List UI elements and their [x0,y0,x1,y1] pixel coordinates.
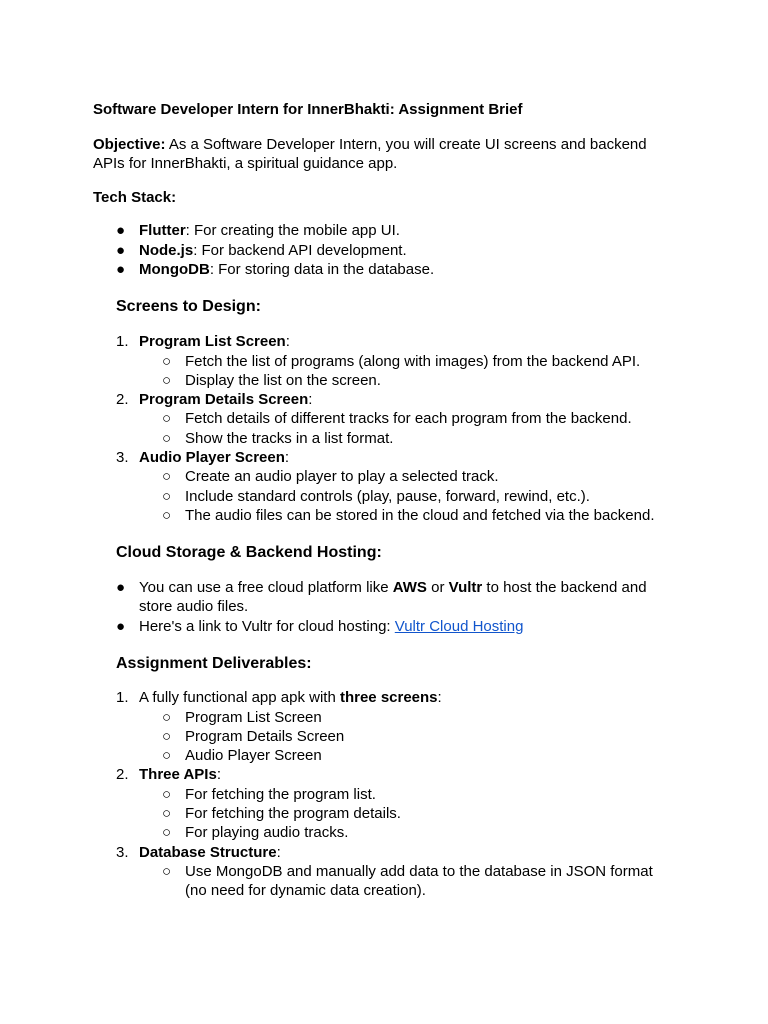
deliverable-text: : [276,844,281,861]
sub-bullet: ○ [162,709,172,726]
deliverable-item-database [139,843,281,862]
vultr-cloud-hosting-link[interactable]: Vultr Cloud Hosting [394,618,524,635]
deliverable-text: : [216,766,221,783]
sub-bullet: ○ [162,863,172,880]
sub-item: Fetch the list of programs (along with images) from the backend API. [185,353,641,370]
cloud-text: to host the backend and [482,579,647,596]
sub-item: For fetching the program details. [185,805,401,822]
screen-suffix: : [285,333,290,350]
list-number: 2. [116,766,129,783]
sub-bullet: ○ [162,786,172,803]
screen-suffix: : [284,449,290,466]
tech-stack-bullet: ● [116,242,126,259]
cloud-bullet: ● [116,579,126,596]
deliverable-item-apis [139,765,221,784]
cloud-item-link [139,617,523,636]
screen-name: Program Details Screen [139,391,309,408]
deliverable-text: A fully functional app apk with [139,689,340,706]
screen-item-audio-player [139,448,289,467]
cloud-bullet: ● [116,618,126,635]
sub-bullet: ○ [162,747,172,764]
deliverable-bold: three screens [339,689,438,706]
sub-bullet: ○ [162,430,172,447]
tech-stack-item-nodejs [139,241,407,260]
cloud-text: You can use a free cloud platform like [139,579,393,596]
objective-line-1 [93,135,647,154]
screen-name: Program List Screen [139,333,286,350]
tech-stack-item-mongodb [139,260,434,279]
document-title: Software Developer Intern for InnerBhakti: Assignment Brief [93,101,523,118]
sub-item: Audio Player Screen [185,747,322,764]
sub-bullet: ○ [162,728,172,745]
objective-text-1: As a Software Developer Intern, you will create UI screens and backend [165,136,647,153]
cloud-text: or [426,579,449,596]
sub-bullet: ○ [162,805,172,822]
cloud-item-platform [139,578,647,597]
sub-bullet: ○ [162,824,172,841]
screen-item-program-list [139,332,290,351]
tech-desc: : For backend API development. [193,242,407,259]
sub-item: For fetching the program list. [185,786,376,803]
sub-item: Program List Screen [185,709,322,726]
vultr-label: Vultr [448,579,483,596]
screen-item-program-details [139,390,312,409]
tech-name: MongoDB [139,261,210,278]
sub-item: Include standard controls (play, pause, forward, rewind, etc.). [185,488,590,505]
aws-label: AWS [392,579,427,596]
sub-item: Use MongoDB and manually add data to the database in JSON format [185,863,653,880]
list-number: 1. [116,333,129,350]
tech-name: Flutter [139,222,186,239]
sub-bullet: ○ [162,488,172,505]
objective-line-2: APIs for InnerBhakti, a spiritual guidance app. [93,155,398,172]
screen-suffix: : [308,391,313,408]
screen-name: Audio Player Screen [139,449,285,466]
tech-stack-bullet: ● [116,261,126,278]
sub-item: Show the tracks in a list format. [185,430,394,447]
cloud-item-platform-line-2: store audio files. [139,598,249,615]
sub-item: The audio files can be stored in the cloud and fetched via the backend. [185,507,655,524]
deliverable-bold: Three APIs [139,766,217,783]
list-number: 2. [116,391,129,408]
sub-bullet: ○ [162,507,172,524]
tech-stack-bullet: ● [116,222,126,239]
sub-item: For playing audio tracks. [185,824,349,841]
tech-stack-item-flutter [139,221,400,240]
cloud-text: Here's a link to Vultr for cloud hosting: [139,618,395,635]
sub-bullet: ○ [162,410,172,427]
list-number: 1. [116,689,129,706]
deliverables-heading: Assignment Deliverables: [116,655,312,672]
sub-bullet: ○ [162,468,172,485]
tech-name: Node.js [139,242,194,259]
deliverable-item-app [139,688,442,707]
screens-heading: Screens to Design: [116,298,261,315]
sub-item: Fetch details of different tracks for each program from the backend. [185,410,632,427]
sub-item: Display the list on the screen. [185,372,381,389]
objective-label: Objective: [93,136,166,153]
tech-desc: : For storing data in the database. [209,261,435,278]
sub-bullet: ○ [162,372,172,389]
sub-item: Create an audio player to play a selected track. [185,468,499,485]
sub-bullet: ○ [162,353,172,370]
list-number: 3. [116,449,129,466]
tech-desc: : For creating the mobile app UI. [185,222,400,239]
sub-item: Program Details Screen [185,728,345,745]
list-number: 3. [116,844,129,861]
tech-stack-heading: Tech Stack: [93,189,177,206]
deliverable-text: : [437,689,442,706]
deliverable-bold: Database Structure [139,844,277,861]
sub-item-continued: (no need for dynamic data creation). [185,882,426,899]
cloud-heading: Cloud Storage & Backend Hosting: [116,544,382,561]
